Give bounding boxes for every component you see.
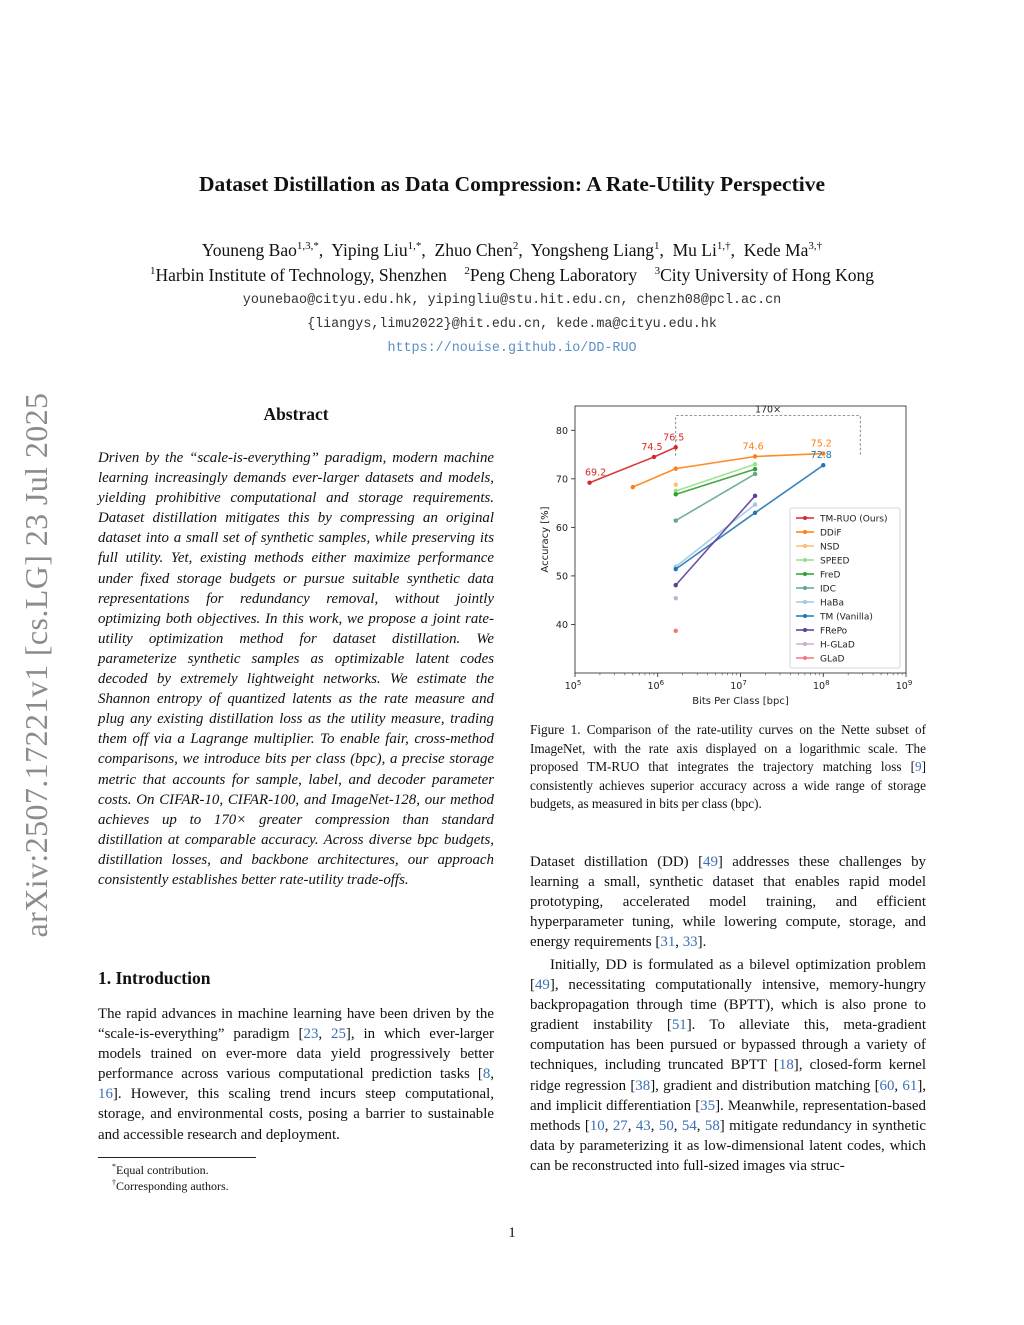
x-tick-label: $10^8$: [812, 679, 830, 692]
affil-sup: 1: [150, 265, 156, 278]
citation-link[interactable]: 58: [704, 1117, 720, 1134]
citation-link[interactable]: 54: [681, 1117, 697, 1134]
y-tick-label: 40: [555, 619, 568, 631]
footnote-mark: †: [112, 1178, 116, 1187]
text-run: ,: [604, 1117, 613, 1134]
citation-link[interactable]: 31: [660, 934, 676, 951]
author-name: Youneng Bao: [201, 240, 297, 260]
legend-marker: [803, 656, 807, 660]
legend-entry: FRePo: [820, 626, 848, 637]
y-tick-label: 50: [555, 571, 568, 583]
arxiv-stamp: [18, 380, 58, 950]
abstract-body: Driven by the “scale-is-everything” paradigm, modern machine learning increasingly demands ever-larger datasets and models, yielding prohibitive computational and storage requirements. Dataset distillation mitigates this by compressing an original dataset into a small set of synthetic samples, while preserving its full utility. Yet, existing methods either maximize performance under fixed storage budgets or pursue suitable synthetic data representations for redundancy removal, without jointly optimizing both objectives. In this work, we propose a joint rate-utility optimization method for dataset distillation. We parameterize synthetic samples as optimizable latent codes decoded by extremely lightweight networks. We estimate the Shannon entropy of quantized latents as the rate measure and plug any existing distillation loss as the utility measure, trading them off via a Lagrange multiplier. To enable fair, cross-method comparisons, we introduce bits per class (bpc), a precise storage metric that accounts for sample, label, and decoder parameter costs. On CIFAR-10, CIFAR-100, and ImageNet-128, our method achieves up to 170× greater compression than standard distillation at comparable accuracy. Across diverse bpc budgets, distillation losses, and backbone architectures, our approach consistently establishes better rate-utility trade-offs.: [98, 450, 494, 888]
data-label: 75.2: [810, 438, 832, 450]
data-point: [652, 455, 656, 459]
text-run: ]. However, this scaling trend incurs steep computational, storage, and environmental costs, posing a barrier to sustainable and accessible research and deployment.: [98, 1086, 494, 1143]
citation-link[interactable]: 51: [671, 1017, 687, 1034]
footnote-mark: *: [112, 1162, 116, 1171]
text-run: ,: [490, 1066, 494, 1083]
citation-link[interactable]: 43: [635, 1117, 651, 1134]
citation-link[interactable]: 8: [482, 1066, 491, 1083]
legend-marker: [803, 628, 807, 632]
author-name: Mu Li: [672, 240, 717, 260]
legend-marker: [803, 614, 807, 618]
bracket-label: 170×: [754, 404, 782, 416]
x-axis-label: Bits Per Class [bpc]: [692, 696, 789, 707]
series-line: [633, 454, 823, 487]
text-run: ], gradient and distribution matching [: [650, 1077, 880, 1094]
dd-intro-paragraph: [530, 852, 926, 952]
dd-methods-paragraph: [530, 955, 926, 1176]
legend-entry: IDC: [820, 584, 836, 595]
intro-heading: 1. Introduction: [98, 968, 211, 988]
data-point: [674, 492, 678, 496]
text-run: ].: [697, 934, 707, 951]
data-point: [674, 596, 678, 600]
rate-utility-chart: [528, 398, 928, 708]
data-point: [674, 629, 678, 633]
footnote-text: Corresponding authors.: [116, 1179, 229, 1193]
author-sup: 1,*: [407, 240, 422, 253]
data-point: [753, 467, 757, 471]
data-label: 74.6: [742, 441, 764, 453]
author-list: Youneng Bao$^{1,3,*}$, Yiping Liu$^{1,*}$, Zhuo Chen$^2$, Yongsheng Liang$^1$, Mu $Li^{1,\dagger}$, Kede $Ma^{3,\dagger}$: [201, 240, 823, 260]
abstract-heading: Abstract: [263, 404, 329, 424]
data-label: 76.5: [663, 432, 685, 444]
intro-paragraph: [98, 1004, 494, 1145]
project-url-link[interactable]: https://nouise.github.io/DD-RUO: [387, 341, 637, 356]
y-tick-label: 60: [555, 522, 568, 534]
citation-link[interactable]: 23: [303, 1026, 319, 1043]
affil-name: Peng Cheng Laboratory: [469, 265, 638, 285]
author-sup: 1: [653, 240, 660, 253]
affil-sup: 2: [464, 265, 470, 278]
data-point: [674, 445, 678, 449]
affiliation-list: [0, 265, 1024, 286]
data-point: [674, 482, 678, 486]
citation-link[interactable]: 16: [98, 1086, 113, 1103]
affil-name: Harbin Institute of Technology, Shenzhen: [155, 265, 447, 285]
author-sup: 3,†: [808, 240, 823, 253]
affil-name: City University of Hong Kong: [660, 265, 874, 285]
text-run: The rapid advances in machine learning have been driven by the “scale-is-everything” paradigm [: [98, 1006, 494, 1043]
paper-title: Dataset Distillation as Data Compression: A Rate-Utility Perspective: [199, 172, 825, 196]
data-label: 74.5: [641, 441, 663, 453]
text-run: Dataset distillation (DD) [: [530, 854, 704, 870]
data-point: [753, 494, 757, 498]
text-run: ,: [894, 1077, 903, 1094]
data-point: [753, 454, 757, 458]
data-point: [674, 466, 678, 470]
text-run: ,: [696, 1117, 705, 1134]
footnote-equal: [112, 1162, 209, 1178]
legend-marker: [803, 558, 807, 562]
data-label: 72.8: [810, 450, 832, 462]
legend-marker: [803, 642, 807, 646]
legend-entry: TM-RUO (Ours): [820, 514, 888, 525]
text-run: ], closed-form kernel ridge regression [: [530, 1057, 927, 1094]
text-run: ,: [673, 1117, 682, 1134]
citation-link[interactable]: 27: [612, 1117, 628, 1134]
figure-1-chart: [528, 398, 928, 708]
citation-link[interactable]: 25: [331, 1026, 346, 1043]
citation-link[interactable]: 49: [534, 977, 550, 994]
legend-entry: TM (Vanilla): [820, 612, 873, 623]
text-run: ] mitigate redundancy in synthetic data by parameterizing it as low-dimensional latent codes, which can be reconstructed into full-sized images via struc-: [530, 1117, 926, 1174]
footnote-corresponding: [112, 1178, 229, 1194]
y-axis-label: Accuracy [%]: [540, 506, 551, 573]
arxiv-id: arXiv:2507.17221v1 [cs.LG] 23 Jul 2025: [18, 392, 54, 938]
figure-1-caption: [530, 721, 926, 814]
legend-entry: FreD: [820, 570, 841, 581]
data-point: [753, 472, 757, 476]
legend-entry: GLaD: [820, 654, 845, 665]
author-name: Zhuo Chen: [434, 240, 513, 260]
text-run: ]. Meanwhile, representation-based methods [: [530, 1097, 926, 1134]
citation-link[interactable]: 60: [879, 1077, 895, 1094]
data-point: [753, 502, 757, 506]
legend-marker: [803, 600, 807, 604]
emails-line-1: younebao@cityu.edu.hk, yipingliu@stu.hit.edu.cn, chenzh08@pcl.ac.cn: [242, 293, 782, 308]
data-point: [674, 583, 678, 587]
text-run: ] consistently achieves superior accuracy across a wide range of storage budgets, as measured in bits per class (bpc).: [530, 759, 926, 812]
citation-link[interactable]: 50: [658, 1117, 674, 1134]
text-run: ], and implicit differentiation [: [530, 1077, 926, 1114]
data-point: [674, 518, 678, 522]
x-tick-label: $10^7$: [730, 679, 747, 692]
citation-link[interactable]: 61: [902, 1077, 918, 1094]
x-tick-label: $10^6$: [647, 679, 665, 692]
data-point: [821, 463, 825, 467]
footnote-text: Equal contribution.: [116, 1163, 209, 1177]
author-name: Yiping Liu: [331, 240, 408, 260]
compression-bracket: [676, 416, 861, 456]
author-name: Yongsheng Liang: [530, 240, 654, 260]
y-tick-label: 80: [555, 425, 568, 437]
legend-marker: [803, 530, 807, 534]
legend-marker: [803, 572, 807, 576]
data-point: [631, 485, 635, 489]
citation-link[interactable]: 18: [778, 1057, 794, 1074]
legend-marker: [803, 586, 807, 590]
y-tick-label: 70: [555, 474, 568, 486]
x-tick-label: $10^5$: [564, 679, 582, 692]
emails-line-2: {liangys,limu2022}@hit.edu.cn, kede.ma@cityu.edu.hk: [307, 317, 717, 332]
legend-entry: HaBa: [820, 598, 844, 609]
text-run: ], in which ever-larger models trained on ever-more data yield progressively better performance across various computational prediction tasks [: [98, 1026, 494, 1083]
citation-link[interactable]: 9: [915, 759, 922, 775]
x-tick-label: $10^9$: [895, 679, 913, 692]
page-number: 1: [508, 1225, 516, 1241]
text-run: ,: [627, 1117, 636, 1134]
citation-link[interactable]: 35: [700, 1097, 716, 1114]
author-sup: 1,†: [716, 240, 731, 253]
data-point: [753, 462, 757, 466]
legend-entry: NSD: [820, 542, 840, 553]
author-name: Kede Ma: [743, 240, 809, 260]
text-run: ], necessitating computationally intensive, memory-hungry backpropagation through time (BPTT), which is also prone to gradient instability [: [530, 977, 926, 1034]
series-line: [676, 464, 755, 491]
legend-entry: DDiF: [820, 528, 842, 539]
data-point: [753, 511, 757, 515]
legend-entry: H-GLaD: [820, 640, 855, 651]
legend-marker: [803, 544, 807, 548]
text-run: ,: [318, 1026, 332, 1043]
text-run: ,: [650, 1117, 659, 1134]
author-sup: 2: [512, 240, 519, 253]
author-sup: 1,3,*: [296, 240, 319, 253]
text-run: Figure 1. Comparison of the rate-utility curves on the Nette subset of ImageNet, with the rate axis displayed on a logarithmic scale. The proposed TM-RUO that integrates the trajectory matching loss [: [530, 722, 926, 775]
citation-link[interactable]: 10: [589, 1117, 605, 1134]
footnote-divider: [98, 1157, 256, 1158]
text-run: Initially, DD is formulated as a bilevel optimization problem [: [530, 957, 926, 994]
citation-link[interactable]: 49: [703, 854, 718, 870]
series-line: [676, 496, 755, 585]
text-run: ,: [675, 934, 683, 951]
text-run: ]. To alleviate this, meta-gradient computation has been pursued or bypassed through a variety of techniques, including truncated BPTT [: [530, 1017, 926, 1074]
legend-marker: [803, 516, 807, 520]
affil-sup: 3: [654, 265, 661, 278]
data-point: [587, 481, 591, 485]
data-label: 69.2: [584, 467, 607, 479]
data-point: [674, 567, 678, 571]
citation-link[interactable]: 38: [635, 1077, 651, 1094]
text-run: ] addresses these challenges by learning a small, synthetic dataset that enables rapid model prototyping, accelerated model training, and efficient hyperparameter tuning, while lowering compute, storage, and energy requirements [: [530, 854, 926, 951]
legend-entry: SPEED: [820, 556, 850, 567]
citation-link[interactable]: 33: [682, 934, 698, 951]
